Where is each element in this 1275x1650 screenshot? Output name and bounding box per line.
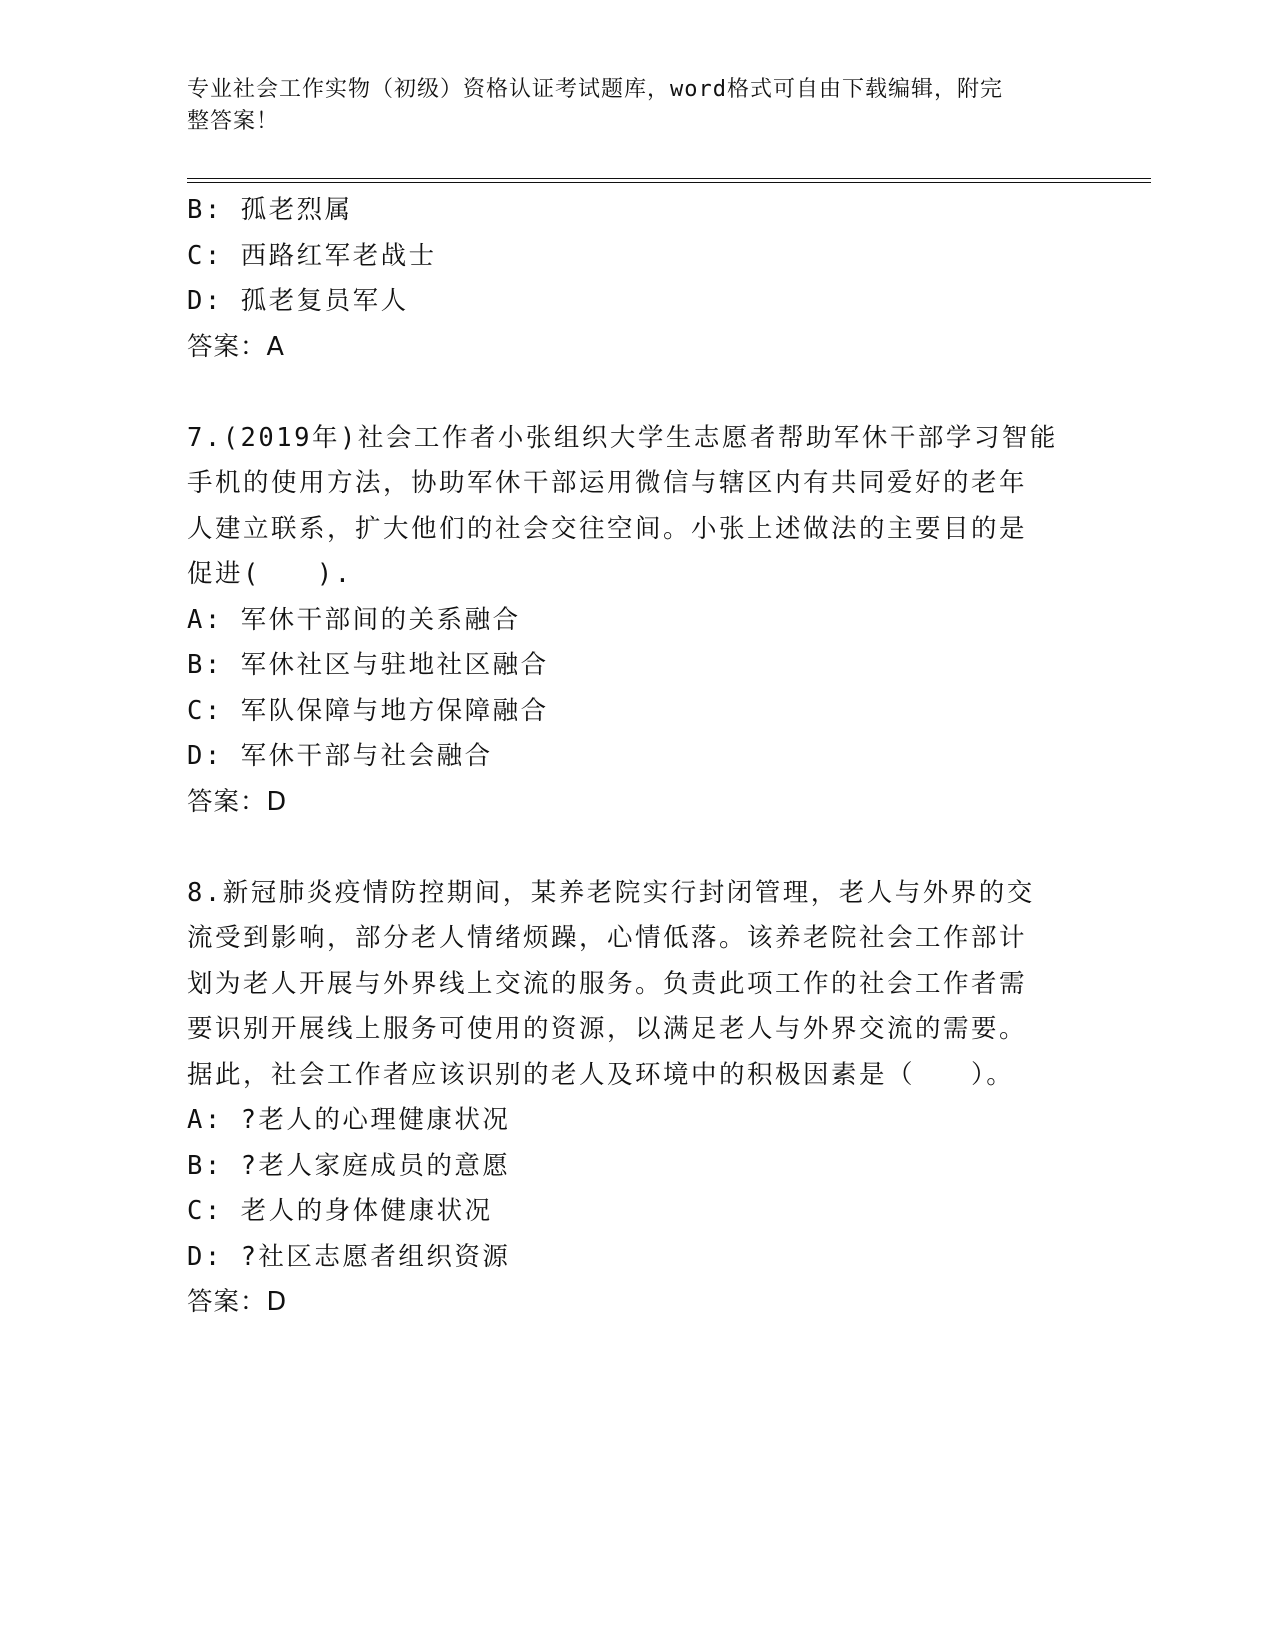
header-line-2: 整答案！: [187, 109, 280, 134]
q8-stem-line: 要识别开展线上服务可使用的资源，以满足老人与外界交流的需要。: [187, 1014, 1028, 1044]
document-header: [187, 74, 1087, 138]
q7-option-d: D: 军休干部与社会融合: [187, 741, 493, 771]
spacer: [187, 825, 1087, 871]
q8-option-c: C: 老人的身体健康状况: [187, 1196, 493, 1226]
q7-option-a: A: 军休干部间的关系融合: [187, 604, 521, 635]
q6-answer: 答案：A: [187, 331, 285, 362]
q8-option-b: B: ?老人家庭成员的意愿: [187, 1150, 511, 1181]
question-6: [187, 188, 1087, 370]
q8-stem-line: 8.新冠肺炎疫情防控期间，某养老院实行封闭管理，老人与外界的交: [187, 877, 1035, 908]
q6-option-c: C: 西路红军老战士: [187, 240, 437, 271]
q7-option-c: C: 军队保障与地方保障融合: [187, 695, 549, 726]
q7-option-b: B: 军休社区与驻地社区融合: [187, 650, 549, 680]
q7-stem-line: 促进( ).: [187, 559, 353, 589]
q8-stem-line: 划为老人开展与外界线上交流的服务。负责此项工作的社会工作者需: [187, 968, 1028, 999]
q8-option-a: A: ?老人的心理健康状况: [187, 1105, 511, 1135]
q8-answer: 答案：D: [187, 1287, 288, 1317]
header-rule-bottom: [187, 182, 1151, 183]
q7-answer: 答案：D: [187, 786, 288, 817]
question-8: [187, 871, 1087, 1326]
document-body: [187, 188, 1087, 1326]
header-line-1: 专业社会工作实物（初级）资格认证考试题库，word格式可自由下载编辑，附完: [187, 77, 1003, 102]
q8-stem-line: 流受到影响，部分老人情绪烦躁，心情低落。该养老院社会工作部计: [187, 923, 1028, 953]
q7-stem-line: 7.(2019年)社会工作者小张组织大学生志愿者帮助军休干部学习智能: [187, 422, 1058, 453]
spacer: [187, 370, 1087, 416]
q6-option-d: D: 孤老复员军人: [187, 286, 409, 316]
q8-stem-line: 据此，社会工作者应该识别的老人及环境中的积极因素是（ ）。: [187, 1059, 1015, 1090]
q7-stem-line: 手机的使用方法，协助军休干部运用微信与辖区内有共同爱好的老年: [187, 468, 1028, 498]
question-7: [187, 416, 1087, 826]
q7-stem-line: 人建立联系，扩大他们的社会交往空间。小张上述做法的主要目的是: [187, 513, 1028, 544]
header-rule-top: [187, 178, 1151, 179]
q6-option-b: B: 孤老烈属: [187, 195, 353, 225]
q8-option-d: D: ?社区志愿者组织资源: [187, 1241, 511, 1272]
